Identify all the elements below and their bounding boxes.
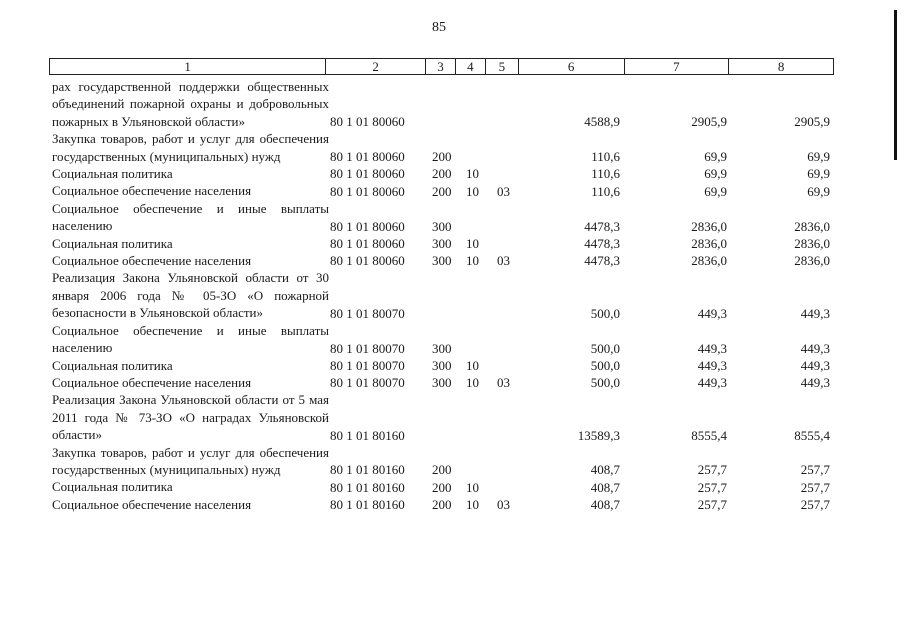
row-value-col6: 110,6 (591, 183, 620, 199)
row-value-col7: 257,7 (697, 462, 727, 478)
table-row (52, 357, 842, 374)
row-code: 80 1 01 80060 (330, 183, 405, 199)
row-expense-type: 300 (432, 253, 452, 269)
row-expense-type: 200 (432, 183, 452, 199)
row-code: 80 1 01 80060 (330, 236, 405, 252)
row-description: Социальное обеспечение и иные выплаты населению (52, 322, 329, 356)
row-value-col7: 2836,0 (691, 253, 727, 269)
table-row (52, 165, 842, 182)
row-section: 10 (466, 497, 479, 513)
row-value-col8: 257,7 (800, 462, 830, 478)
margin-bar (894, 10, 897, 160)
row-value-col8: 257,7 (800, 479, 830, 495)
row-section: 10 (466, 375, 479, 391)
row-value-col6: 110,6 (591, 166, 620, 182)
header-col-8: 8 (777, 59, 785, 74)
row-value-col8: 69,9 (807, 166, 830, 182)
row-subsection: 03 (497, 375, 510, 391)
row-description: Социальное обеспечение населения (52, 374, 252, 390)
row-value-col6: 500,0 (590, 357, 620, 373)
row-value-col8: 2836,0 (794, 218, 830, 234)
row-code: 80 1 01 80070 (330, 305, 405, 321)
row-value-col6: 408,7 (590, 497, 620, 513)
row-subsection: 03 (497, 183, 510, 199)
row-section: 10 (466, 236, 479, 252)
row-value-col6: 408,7 (590, 479, 620, 495)
table-row (52, 478, 842, 495)
row-value-col6: 4588,9 (584, 114, 620, 130)
row-subsection: 03 (497, 497, 510, 513)
table-row (52, 391, 842, 443)
row-expense-type: 300 (432, 340, 452, 356)
row-section: 10 (466, 479, 479, 495)
header-col-1: 1 (50, 59, 326, 74)
row-value-col8: 449,3 (800, 375, 830, 391)
row-value-col7: 2905,9 (691, 114, 727, 130)
row-code: 80 1 01 80060 (330, 218, 405, 234)
row-subsection: 03 (497, 253, 510, 269)
row-section: 10 (466, 357, 479, 373)
row-value-col8: 2836,0 (794, 253, 830, 269)
row-value-col8: 69,9 (807, 183, 830, 199)
row-expense-type: 300 (432, 218, 452, 234)
row-code: 80 1 01 80060 (330, 114, 405, 130)
row-description: Социальная политика (52, 479, 173, 495)
row-code: 80 1 01 80070 (330, 340, 405, 356)
row-value-col7: 449,3 (697, 357, 727, 373)
row-code: 80 1 01 80070 (330, 357, 405, 373)
row-value-col7: 449,3 (697, 305, 727, 321)
page-number: 85 (432, 20, 446, 35)
header-col-2: 2 (326, 59, 426, 74)
table-row (52, 130, 842, 165)
row-code: 80 1 01 80160 (330, 462, 405, 478)
table-row (52, 182, 842, 199)
row-description: Реализация Закона Ульяновской области от 30 января 2006 года № 05-ЗО «О пожарной безопасности в Ульяновской области» (52, 270, 329, 321)
row-code: 80 1 01 80160 (330, 427, 405, 443)
row-value-col6: 500,0 (590, 305, 620, 321)
row-value-col7: 69,9 (704, 149, 727, 165)
row-section: 10 (466, 166, 479, 182)
row-description: Реализация Закона Ульяновской области от 5 мая 2011 года № 73-ЗО «О наградах Ульяновской области» (52, 392, 329, 443)
row-section: 10 (466, 253, 479, 269)
row-value-col8: 69,9 (807, 149, 830, 165)
table-row (52, 235, 842, 252)
row-description: Социальная политика (52, 235, 173, 251)
row-expense-type: 200 (432, 479, 452, 495)
table-body (52, 78, 842, 513)
row-section: 10 (466, 183, 479, 199)
row-code: 80 1 01 80070 (330, 375, 405, 391)
row-code: 80 1 01 80160 (330, 497, 405, 513)
header-col-4: 4 (456, 59, 486, 74)
row-value-col8: 8555,4 (794, 427, 830, 443)
row-description: рах государственной поддержки общественных объединений пожарной охраны и добровольных пожарных в Ульяновской области» (52, 79, 329, 129)
row-expense-type: 200 (432, 497, 452, 513)
header-col-5: 5 (486, 59, 519, 74)
row-value-col6: 4478,3 (584, 236, 620, 252)
row-value-col7: 2836,0 (691, 218, 727, 234)
row-value-col7: 257,7 (697, 497, 727, 513)
row-value-col8: 449,3 (800, 357, 830, 373)
row-value-col8: 2905,9 (794, 114, 830, 130)
row-value-col7: 449,3 (697, 375, 727, 391)
row-value-col7: 69,9 (704, 166, 727, 182)
row-value-col7: 257,7 (697, 479, 727, 495)
row-description: Социальное обеспечение и иные выплаты населению (52, 200, 329, 234)
table-row (52, 200, 842, 235)
row-value-col7: 8555,4 (691, 427, 727, 443)
row-value-col6: 13589,3 (577, 427, 620, 443)
row-value-col7: 449,3 (697, 340, 727, 356)
row-expense-type: 300 (432, 236, 452, 252)
row-expense-type: 300 (432, 375, 452, 391)
row-description: Социальное обеспечение населения (52, 496, 252, 512)
row-code: 80 1 01 80060 (330, 166, 405, 182)
table-row (52, 252, 842, 269)
row-description: Закупка товаров, работ и услуг для обеспечения государственных (муниципальных) нужд (52, 444, 329, 477)
row-description: Социальное обеспечение населения (52, 183, 252, 199)
row-code: 80 1 01 80060 (330, 149, 405, 165)
row-expense-type: 200 (432, 462, 452, 478)
row-value-col6: 4478,3 (584, 218, 620, 234)
row-expense-type: 200 (432, 149, 452, 165)
row-value-col7: 69,9 (704, 183, 727, 199)
header-col-7: 7 (625, 59, 730, 74)
table-row (52, 374, 842, 391)
table-header (49, 58, 834, 75)
row-value-col6: 500,0 (590, 340, 620, 356)
table-row (52, 269, 842, 321)
row-description: Закупка товаров, работ и услуг для обеспечения государственных (муниципальных) нужд (52, 131, 329, 164)
row-description: Социальное обеспечение населения (52, 253, 252, 269)
header-col-3: 3 (426, 59, 456, 74)
row-expense-type: 200 (432, 166, 452, 182)
row-expense-type: 300 (432, 357, 452, 373)
table-row (52, 444, 842, 479)
row-value-col6: 408,7 (590, 462, 620, 478)
row-code: 80 1 01 80060 (330, 253, 405, 269)
header-col-6: 6 (519, 59, 625, 74)
row-value-col6: 4478,3 (584, 253, 620, 269)
table-row (52, 78, 842, 130)
row-value-col8: 2836,0 (794, 236, 830, 252)
row-value-col7: 2836,0 (691, 236, 727, 252)
row-value-col6: 110,6 (591, 149, 620, 165)
row-code: 80 1 01 80160 (330, 479, 405, 495)
row-value-col8: 449,3 (800, 340, 830, 356)
row-description: Социальная политика (52, 357, 173, 373)
row-description: Социальная политика (52, 166, 173, 182)
row-value-col8: 257,7 (800, 497, 830, 513)
row-value-col6: 500,0 (590, 375, 620, 391)
table-row (52, 496, 842, 513)
row-value-col8: 449,3 (800, 305, 830, 321)
table-row (52, 322, 842, 357)
